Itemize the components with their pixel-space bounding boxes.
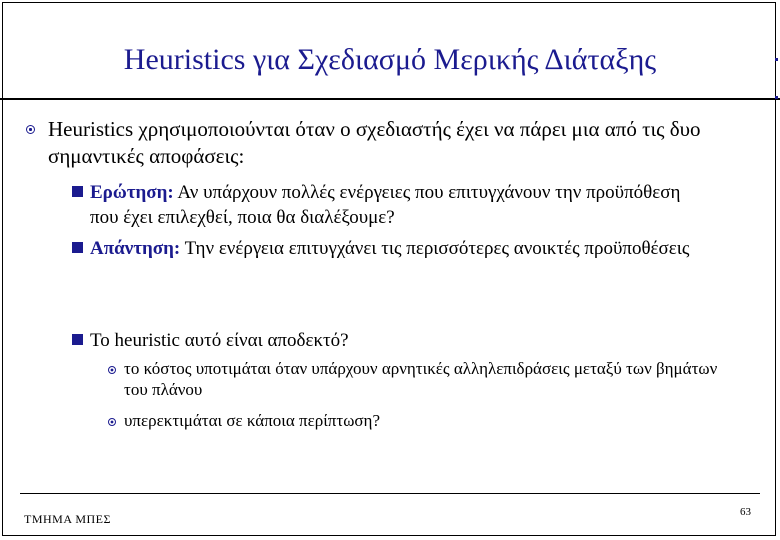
bullet-acceptable [72,328,692,353]
slide-frame [2,2,776,536]
acceptable-text: Το heuristic αυτό είναι αποδεκτό? [90,330,349,351]
footer-divider [20,493,760,494]
page-number: 63 [740,506,751,518]
edge-tick-mark [775,96,778,99]
bullet-question [72,180,692,230]
bullet-overestimated [108,410,728,431]
question-text: Αν υπάρχουν πολλές ενέργειες που επιτυγχάνουν την προϋπόθεση που έχει επιλεχθεί, ποια θα διαλέξουμε? [90,182,681,228]
bullet-dot-icon [108,418,116,426]
square-bullet-icon [72,186,83,197]
edge-tick-mark [775,58,778,61]
bullet-answer [72,236,692,261]
bullet-main-text: Heuristics χρησιμοποιούνται όταν ο σχεδιαστής έχει να πάρει μια από τις δυο σημαντικές αποφάσεις: [48,117,701,168]
square-bullet-icon [72,242,83,253]
answer-text: Την ενέργεια επιτυγχάνει τις περισσότερες ανοικτές προϋποθέσεις [180,238,690,259]
bullet-cost-underestimated [108,358,728,400]
slide-title: Heuristics για Σχεδιασμό Μερικής Διάταξης [123,43,657,76]
overestimated-text: υπερεκτιμάται σε κάποια περίπτωση? [124,411,380,430]
answer-label: Απάντηση: [90,238,181,259]
bullet-main [26,116,726,170]
footer-department: ΤΜΗΜΑ ΜΠΕΣ [24,512,111,526]
square-bullet-icon [72,334,83,345]
bullet-dot-icon [108,366,116,374]
bullet-dot-icon [26,125,35,134]
question-label: Ερώτηση: [90,182,174,203]
cost-underestimated-text: το κόστος υποτιμάται όταν υπάρχουν αρνητικές αλληλεπιδράσεις μεταξύ των βημάτων του πλάνου [124,359,718,399]
title-divider [0,98,780,100]
